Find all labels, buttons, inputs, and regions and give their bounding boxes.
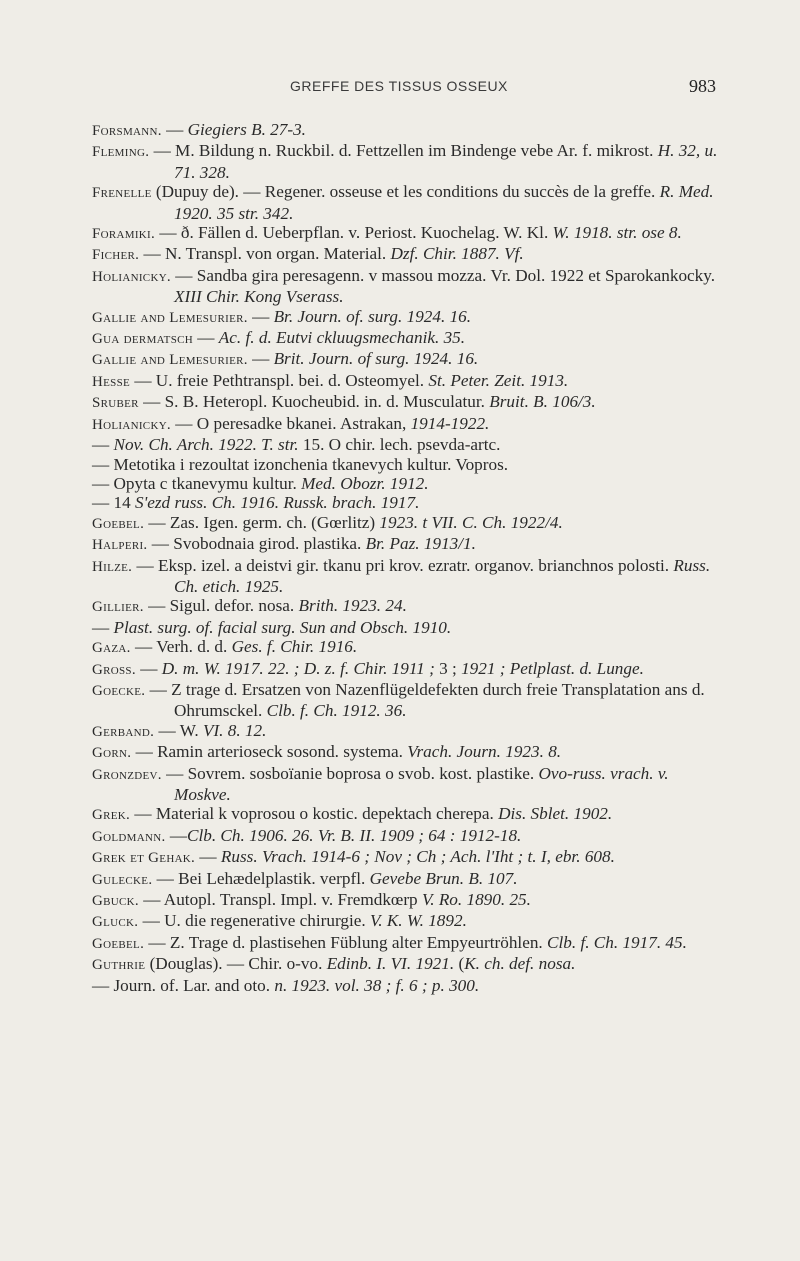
entry-author: Gorn. bbox=[92, 745, 132, 762]
entry-separator: — bbox=[152, 868, 179, 888]
bibliography-list bbox=[92, 120, 722, 995]
bibliography-entry bbox=[92, 890, 722, 911]
entry-source: Brit. Journ. of surg. 1924. 16. bbox=[273, 349, 479, 369]
entry-text: Eksp. izel. a deistvi gir. tkanu pri krov. ezratr. organov. brianchnos polosti. bbox=[158, 555, 674, 575]
bibliography-entry bbox=[92, 933, 722, 954]
entry-text: Metotika i rezoultat izonchenia tkanevych kultur. Vopros. bbox=[113, 454, 509, 474]
entry-author: Goebel. bbox=[92, 935, 145, 952]
entry-author: Gua dermatsch bbox=[92, 331, 193, 348]
entry-source: Ac. f. d. Eutvi ckluugsmechanik. 35. bbox=[218, 328, 466, 348]
entry-author: Guthrie bbox=[92, 957, 146, 974]
entry-text: O peresadke bkanei. Astrakan, bbox=[196, 413, 411, 433]
entry-text: Z. Trage d. plastisehen Füblung alter Empyeurtröhlen. bbox=[169, 932, 548, 952]
entry-separator: — bbox=[161, 120, 188, 139]
entry-text: Zas. Igen. germ. ch. (Gœrlitz) bbox=[169, 512, 380, 532]
entry-text: Ramin arterioseck sosond. systema. bbox=[157, 742, 408, 762]
entry-author: Gluck. bbox=[92, 914, 139, 931]
entry-source: n. 1923. vol. 38 ; f. 6 ; p. 300. bbox=[274, 975, 480, 995]
entry-source: D. m. W. 1917. 22. ; D. z. f. Chir. 1911 ; bbox=[161, 658, 440, 678]
entry-source: Gevebe Brun. B. 107. bbox=[369, 868, 518, 888]
entry-source: St. Peter. Zeit. 1913. bbox=[428, 370, 569, 390]
entry-separator: — bbox=[145, 679, 172, 699]
entry-source: V. K. W. 1892. bbox=[369, 911, 467, 931]
entry-source: Clb. Ch. 1906. 26. Vr. B. II. 1909 ; 64 : 1912-18. bbox=[187, 825, 522, 845]
entry-source: Giegiers B. 27-3. bbox=[187, 120, 306, 139]
entry-author: Sruber bbox=[92, 395, 139, 412]
entry-source: XIII Chir. Kong Vserass. bbox=[174, 287, 344, 307]
entry-source: Br. Journ. of. surg. 1924. 16. bbox=[273, 306, 472, 326]
bibliography-entry bbox=[92, 141, 722, 182]
entry-text: U. die regenerative chirurgie. bbox=[164, 911, 370, 931]
bibliography-entry bbox=[92, 764, 722, 805]
entry-text: W. bbox=[179, 720, 203, 740]
bibliography-entry bbox=[92, 659, 722, 680]
entry-source: Dis. Sblet. 1902. bbox=[498, 804, 613, 824]
entry-source: Clb. f. Ch. 1917. 45. bbox=[547, 932, 687, 952]
bibliography-entry bbox=[92, 869, 722, 890]
entry-author: Gulecke. bbox=[92, 871, 153, 888]
bibliography-entry bbox=[92, 455, 722, 474]
entry-text: U. freie Pethtranspl. bei. d. Osteomyel. bbox=[155, 370, 429, 390]
entry-author: Gallie and Lemesurier. bbox=[92, 352, 248, 369]
bibliography-entry bbox=[92, 804, 722, 825]
bibliography-entry bbox=[92, 637, 722, 658]
entry-source: Ovo-russ. vrach. v. Moskve. bbox=[174, 763, 669, 804]
entry-separator: — bbox=[130, 637, 157, 657]
entry-author: Gallie and Lemesurier. bbox=[92, 309, 248, 326]
entry-separator: — bbox=[143, 596, 170, 616]
entry-source: Ges. f. Chir. 1916. bbox=[231, 637, 358, 657]
page-number: 983 bbox=[689, 76, 716, 96]
entry-text: Journ. of. Lar. and oto. bbox=[113, 975, 275, 995]
entry-source: W. 1918. str. ose 8. bbox=[552, 223, 682, 243]
entry-author: Gerband. bbox=[92, 723, 155, 740]
entry-author: Gronzdev. bbox=[92, 766, 162, 783]
entry-text-tail: 15. O chir. lech. psevda-artc. bbox=[302, 435, 501, 455]
entry-text: N. Transpl. von organ. Material. bbox=[164, 244, 391, 264]
bibliography-entry bbox=[92, 182, 722, 223]
bibliography-entry bbox=[92, 847, 722, 868]
entry-author: Grek. bbox=[92, 807, 131, 824]
entry-separator: — bbox=[92, 617, 114, 637]
bibliography-entry bbox=[92, 244, 722, 265]
bibliography-entry bbox=[92, 911, 722, 932]
entry-text: Material k voprosou o kostic. depektach cherepa. bbox=[155, 804, 499, 824]
entry-source: H. 32, u. 71. 328. bbox=[174, 141, 718, 182]
entry-separator: — bbox=[92, 454, 114, 474]
entry-text: ð. Fällen d. Ueberpflan. v. Periost. Kuochelag. W. Kl. bbox=[180, 223, 553, 243]
entry-source: Edinb. I. VI. 1921. bbox=[326, 954, 455, 974]
entry-author: Holianicky. bbox=[92, 416, 171, 433]
entry-separator: — bbox=[149, 141, 176, 161]
entry-separator: — bbox=[193, 328, 219, 348]
bibliography-entry bbox=[92, 266, 722, 307]
entry-text: Sovrem. sosboïanie boprosa o svob. kost. plastike. bbox=[187, 763, 539, 783]
entry-author: Hesse bbox=[92, 373, 131, 390]
entry-author: Foramiki. bbox=[92, 226, 156, 243]
bibliography-entry bbox=[92, 534, 722, 555]
entry-text: Sandba gira peresagenn. v massou mozza. Vr. Dol. 1922 et Sparokankocky. bbox=[196, 265, 716, 285]
entry-separator: — bbox=[144, 512, 170, 532]
entry-text: Autopl. Transpl. Impl. v. Fremdkœrp bbox=[163, 890, 422, 910]
entry-source: Br. Paz. 1913/1. bbox=[365, 534, 476, 554]
entry-separator: — bbox=[131, 742, 158, 762]
entry-separator: — bbox=[170, 265, 197, 285]
entry-text: (Dupuy de). — Regener. osseuse et les conditions du succès de la greffe. bbox=[155, 182, 660, 202]
running-title: GREFFE DES TISSUS OSSEUX bbox=[290, 78, 508, 94]
entry-text: Bei Lehædelplastik. verpfl. bbox=[178, 868, 370, 888]
entry-text-tail: ( bbox=[454, 954, 465, 974]
entry-separator: — bbox=[92, 975, 114, 995]
entry-author: Goldmann. bbox=[92, 828, 166, 845]
bibliography-entry bbox=[92, 120, 722, 141]
entry-text: Z trage d. Ersatzen von Nazenflügeldefekten durch freie Transplatation ans d. Ohrumsckel. bbox=[171, 679, 705, 721]
bibliography-entry bbox=[92, 493, 722, 512]
entry-separator: — bbox=[147, 534, 174, 554]
bibliography-entry bbox=[92, 826, 722, 847]
bibliography-entry bbox=[92, 680, 722, 721]
bibliography-entry bbox=[92, 414, 722, 435]
bibliography-entry bbox=[92, 954, 722, 975]
bibliography-entry bbox=[92, 371, 722, 392]
entry-separator: — bbox=[170, 413, 197, 433]
entry-author: Holianicky. bbox=[92, 268, 171, 285]
entry-separator: — bbox=[130, 804, 156, 824]
entry-source: Plast. surg. of. facial surg. Sun and Obsch. 1910. bbox=[113, 617, 452, 637]
entry-separator: — bbox=[247, 349, 274, 369]
bibliography-entry bbox=[92, 742, 722, 763]
entry-text-tail: 3 ; bbox=[439, 658, 462, 678]
entry-author: Goecke. bbox=[92, 682, 146, 699]
entry-author: Ficher. bbox=[92, 247, 140, 264]
entry-separator: — bbox=[92, 493, 114, 513]
entry-source: V. Ro. 1890. 25. bbox=[421, 890, 531, 910]
entry-source: 1923. t VII. C. Ch. 1922/4. bbox=[379, 512, 563, 532]
entry-separator: — bbox=[139, 244, 165, 264]
entry-separator: — bbox=[154, 720, 180, 740]
entry-source: Nov. Ch. Arch. 1922. T. str. bbox=[113, 435, 303, 455]
entry-source: Russ. Ch. etich. 1925. bbox=[174, 555, 711, 596]
entry-author: Frenelle bbox=[92, 185, 152, 202]
entry-text: (Douglas). — Chir. o-vo. bbox=[149, 954, 327, 974]
bibliography-entry bbox=[92, 556, 722, 597]
entry-separator: — bbox=[155, 223, 181, 243]
bibliography-entry bbox=[92, 976, 722, 995]
entry-source-tail: K. ch. def. nosa. bbox=[464, 954, 576, 974]
bibliography-entry bbox=[92, 435, 722, 454]
entry-text: 14 bbox=[113, 493, 135, 513]
entry-separator: — bbox=[138, 911, 165, 931]
bibliography-entry bbox=[92, 618, 722, 637]
bibliography-entry bbox=[92, 223, 722, 244]
entry-author: Gbuck. bbox=[92, 893, 139, 910]
entry-text: M. Bildung n. Ruckbil. d. Fettzellen im Bindenge vebe Ar. f. mikrost. bbox=[175, 141, 658, 161]
entry-text: Verh. d. d. bbox=[156, 637, 232, 657]
entry-source: Vrach. Journ. 1923. 8. bbox=[407, 742, 562, 762]
entry-author: Forsmann. bbox=[92, 123, 162, 139]
entry-source: Med. Obozr. 1912. bbox=[301, 473, 429, 493]
bibliography-entry bbox=[92, 392, 722, 413]
entry-source: VI. 8. 12. bbox=[202, 720, 267, 740]
entry-source: Brith. 1923. 24. bbox=[298, 596, 407, 616]
page-header bbox=[0, 78, 800, 102]
entry-separator: — bbox=[138, 890, 164, 910]
entry-author: Gross. bbox=[92, 661, 136, 678]
entry-text: Svobodnaia girod. plastika. bbox=[173, 534, 366, 554]
entry-source: 1914-1922. bbox=[410, 413, 490, 433]
entry-author: Gillier. bbox=[92, 599, 144, 616]
bibliography-entry bbox=[92, 513, 722, 534]
entry-author: Grek et Gehak. bbox=[92, 850, 196, 867]
entry-author: Fleming. bbox=[92, 144, 150, 161]
bibliography-entry bbox=[92, 328, 722, 349]
entry-separator: — bbox=[165, 825, 187, 845]
entry-separator: — bbox=[92, 473, 114, 493]
entry-author: Halperi. bbox=[92, 537, 148, 554]
entry-source: Clb. f. Ch. 1912. 36. bbox=[266, 701, 407, 721]
entry-source-tail: 1921 ; Petlplast. d. Lunge. bbox=[461, 658, 644, 678]
entry-separator: — bbox=[195, 847, 221, 867]
entry-source: S'ezd russ. Ch. 1916. Russk. brach. 1917. bbox=[134, 493, 420, 513]
bibliography-entry bbox=[92, 596, 722, 617]
entry-separator: — bbox=[135, 658, 162, 678]
bibliography-entry bbox=[92, 474, 722, 493]
entry-source: Dzf. Chir. 1887. Vf. bbox=[390, 244, 524, 264]
bibliography-entry bbox=[92, 307, 722, 328]
bibliography-entry bbox=[92, 349, 722, 370]
entry-text: Opyta c tkanevymu kultur. bbox=[113, 473, 302, 493]
entry-source: Bruit. B. 106/3. bbox=[489, 392, 596, 412]
entry-separator: — bbox=[247, 306, 274, 326]
entry-source: Russ. Vrach. 1914-6 ; Nov ; Ch ; Ach. l'Iht ; t. I, ebr. 608. bbox=[220, 847, 615, 867]
entry-source: R. Med. 1920. 35 str. 342. bbox=[174, 182, 714, 223]
entry-text: Sigul. defor. nosa. bbox=[169, 596, 299, 616]
entry-author: Hilze. bbox=[92, 558, 133, 575]
entry-separator: — bbox=[144, 932, 170, 952]
entry-separator: — bbox=[132, 555, 158, 575]
entry-author: Goebel. bbox=[92, 515, 145, 532]
entry-author: Gaza. bbox=[92, 640, 131, 657]
bibliography-entry bbox=[92, 721, 722, 742]
entry-separator: — bbox=[92, 435, 114, 455]
entry-separator: — bbox=[130, 370, 156, 390]
entry-text: S. B. Heteropl. Kuocheubid. in. d. Musculatur. bbox=[164, 392, 490, 412]
entry-separator: — bbox=[138, 392, 165, 412]
entry-separator: — bbox=[161, 763, 188, 783]
